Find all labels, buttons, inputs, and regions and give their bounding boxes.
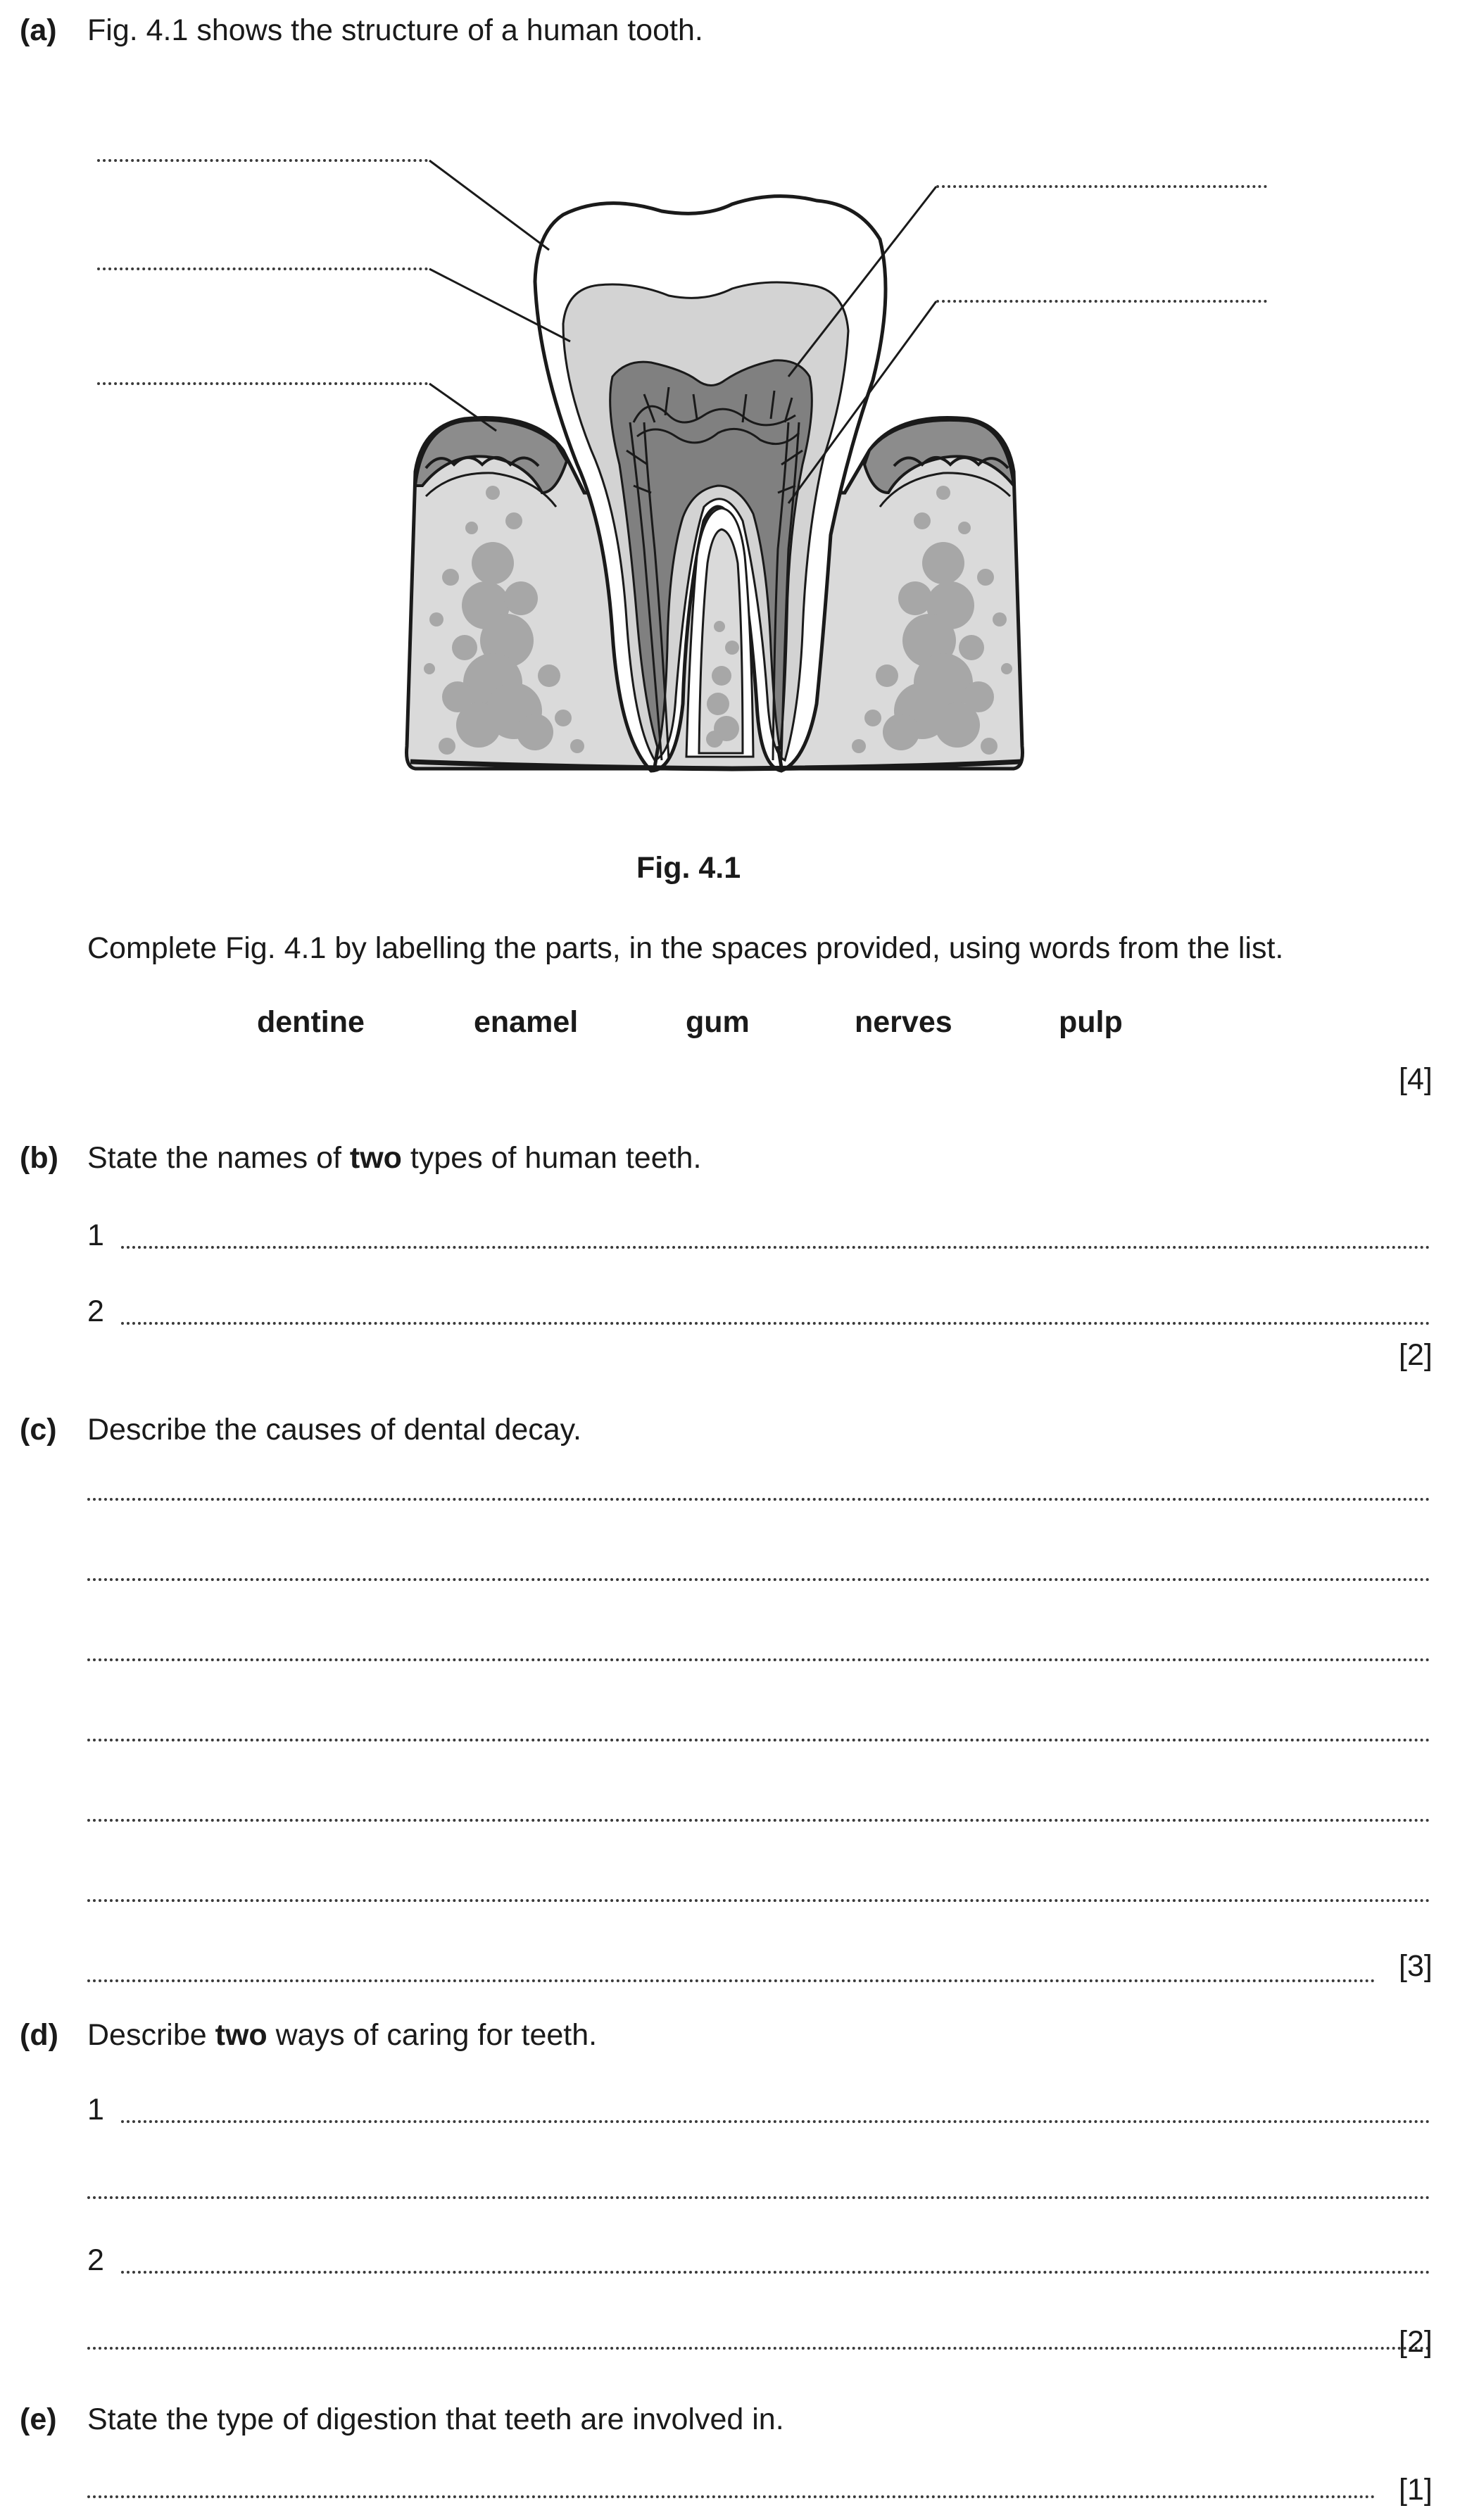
answer-line-b1[interactable]	[121, 1246, 1430, 1249]
word-list-item: gum	[686, 1005, 750, 1039]
word-list-item: dentine	[257, 1005, 365, 1039]
label-slot-nerves-line[interactable]	[936, 300, 1267, 303]
part-a-instruction: Complete Fig. 4.1 by labelling the parts, in the spaces provided, using words from the list.	[87, 931, 1284, 965]
marks-a: [4]	[1399, 1062, 1433, 1096]
answer-line-d1[interactable]	[121, 2120, 1430, 2123]
word-list-item: nerves	[855, 1005, 952, 1039]
answer-number: 2	[87, 1294, 104, 1328]
question-label-e: (e)	[20, 2402, 57, 2436]
answer-line-e[interactable]	[87, 2495, 1376, 2498]
answer-line-c[interactable]	[87, 1498, 1430, 1501]
answer-line-c[interactable]	[87, 1658, 1430, 1661]
label-slot-pulp-line[interactable]	[936, 185, 1267, 188]
word-list-item: enamel	[474, 1005, 579, 1039]
part-e-prompt: State the type of digestion that teeth are involved in.	[87, 2402, 784, 2436]
answer-line-d2[interactable]	[121, 2271, 1430, 2274]
label-slot-enamel-line[interactable]	[97, 159, 428, 162]
marks-d: [2]	[1399, 2325, 1433, 2359]
part-a-intro: Fig. 4.1 shows the structure of a human tooth.	[87, 13, 703, 47]
part-b-prompt: State the names of two types of human teeth.	[87, 1141, 702, 1175]
answer-line-d1-cont[interactable]	[87, 2196, 1430, 2199]
question-label-a: (a)	[20, 13, 57, 47]
answer-line-c[interactable]	[87, 1819, 1430, 1822]
marks-e: [1]	[1399, 2473, 1433, 2507]
answer-number: 2	[87, 2243, 104, 2277]
label-slot-dentine-line[interactable]	[97, 267, 428, 270]
question-label-d: (d)	[20, 2018, 58, 2052]
question-label-b: (b)	[20, 1141, 58, 1175]
answer-number: 1	[87, 2093, 104, 2127]
part-c-prompt: Describe the causes of dental decay.	[87, 1413, 581, 1447]
label-slot-gum-line[interactable]	[97, 382, 428, 385]
answer-line-c[interactable]	[87, 1739, 1430, 1741]
word-list-item: pulp	[1059, 1005, 1123, 1039]
figure-caption: Fig. 4.1	[636, 851, 741, 885]
answer-line-d2-cont[interactable]	[87, 2347, 1430, 2350]
answer-line-b2[interactable]	[121, 1322, 1430, 1325]
marks-c: [3]	[1399, 1949, 1433, 1983]
answer-line-c[interactable]	[87, 1899, 1430, 1902]
question-label-c: (c)	[20, 1413, 57, 1447]
part-d-prompt: Describe two ways of caring for teeth.	[87, 2018, 598, 2052]
answer-line-c[interactable]	[87, 1979, 1376, 1982]
marks-b: [2]	[1399, 1338, 1433, 1372]
answer-line-c[interactable]	[87, 1578, 1430, 1581]
answer-number: 1	[87, 1218, 104, 1252]
tooth-diagram	[0, 0, 1479, 845]
